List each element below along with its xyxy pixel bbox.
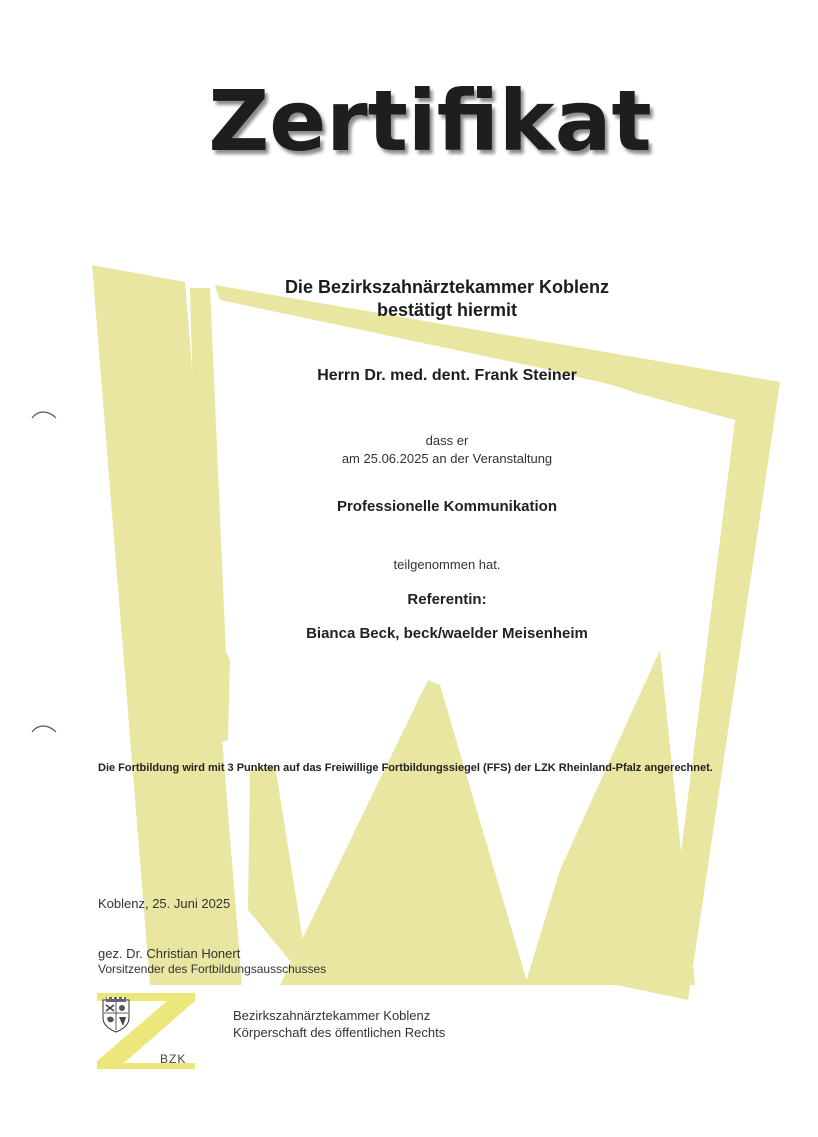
organization-block (233, 1007, 445, 1041)
event-title: Professionelle Kommunikation (336, 498, 558, 515)
punch-hole-mark (30, 722, 58, 738)
confirmation-line: bestätigt hiermit (376, 300, 518, 320)
organization-type: Körperschaft des öffentlichen Rechts (233, 1025, 446, 1040)
issuer-line: Die Bezirkszahnärztekammer Koblenz (284, 277, 610, 297)
place-date: Koblenz, 25. Juni 2025 (98, 896, 231, 911)
organization-name: Bezirkszahnärztekammer Koblenz (233, 1008, 431, 1023)
speaker-name: Bianca Beck, beck/waelder Meisenheim (306, 625, 588, 642)
speaker-label: Referentin: (407, 591, 487, 608)
dass-er-text: dass er (425, 433, 469, 448)
logo-abbreviation: BZK (160, 1052, 187, 1066)
signatory-name: gez. Dr. Christian Honert (98, 946, 241, 961)
bzk-logo (97, 993, 195, 1069)
punch-hole-mark (30, 408, 58, 424)
ffs-points-note: Die Fortbildung wird mit 3 Punkten auf das Freiwillige Fortbildungssiegel (FFS) der LZK Rheinland-Pfalz angerechnet. (98, 762, 713, 774)
certificate-title: Zertifikat (208, 72, 652, 170)
event-date-line: am 25.06.2025 an der Veranstaltung (341, 451, 553, 466)
signatory-role: Vorsitzender des Fortbildungsausschusses (98, 962, 327, 976)
issuer-block (0, 276, 818, 322)
attendance-statement (0, 432, 818, 468)
recipient-name: Herrn Dr. med. dent. Frank Steiner (317, 367, 577, 384)
participated-text: teilgenommen hat. (393, 557, 501, 572)
